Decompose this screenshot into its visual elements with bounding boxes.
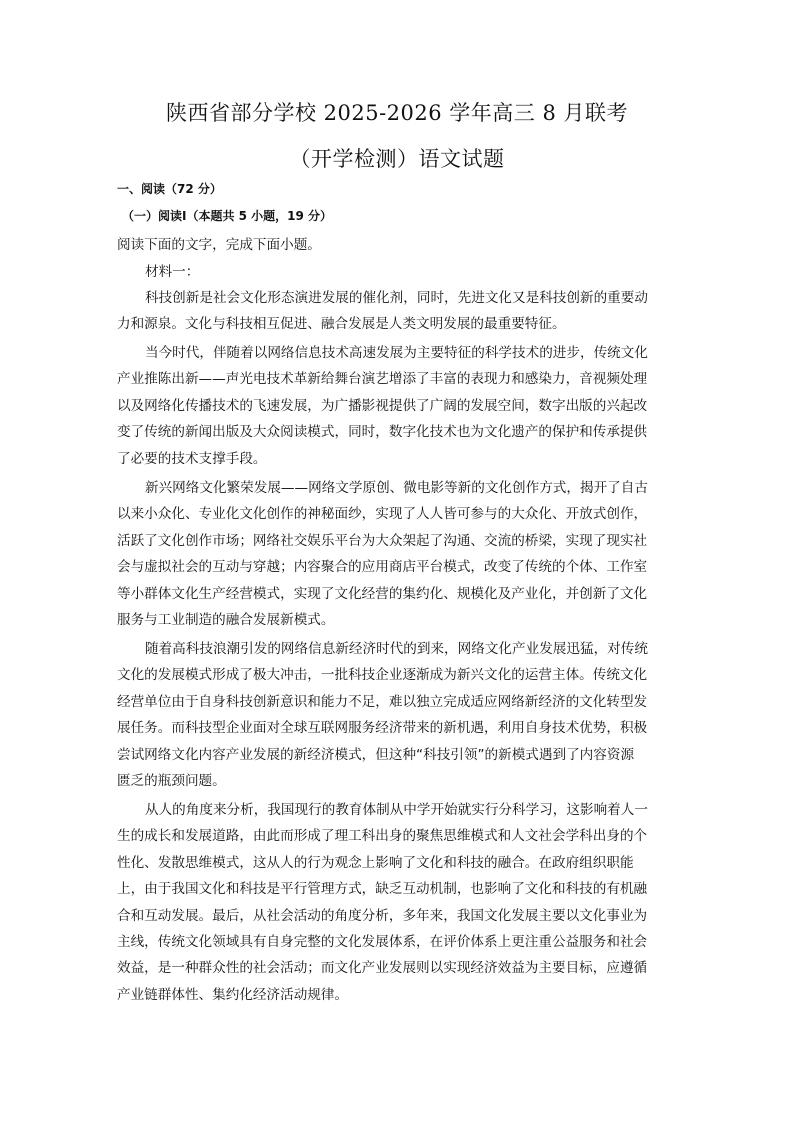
exam-title-line2: （开学检测）语文试题 — [289, 147, 505, 171]
paragraph-line: 服务与工业制造的融合发展新模式。 — [117, 611, 335, 628]
paragraph-line: 效益，是一种群众性的社会活动；而文化产业发展则以实现经济效益为主要目标，应遵循 — [117, 960, 648, 977]
paragraph-line: 随着高科技浪潮引发的网络信息新经济时代的到来，网络文化产业发展迅猛，对传统 — [145, 641, 648, 657]
paragraph-line: 合和互动发展。最后，从社会活动的角度分析，多年来，我国文化发展主要以文化事业为 — [117, 907, 648, 924]
paragraph-line: 活跃了文化创作市场；网络社交娱乐平台为大众架起了沟通、交流的桥梁，实现了现实社 — [117, 532, 648, 549]
paragraph-line: 产业链群体性、集约化经济活动规律。 — [117, 986, 349, 1003]
paragraph-line: 会与虚拟社会的互动与穿越；内容聚合的应用商店平台模式，改变了传统的个体、工作室 — [117, 559, 648, 576]
paragraph-line: 性化、发散思维模式，这从人的行为观念上影响了文化和科技的融合。在政府组织职能 — [117, 854, 634, 871]
paragraph-line: 匮乏的瓶颈问题。 — [117, 772, 226, 789]
paragraph-line: 上，由于我国文化和科技是平行管理方式，缺乏互动机制，也影响了文化和科技的有机融 — [117, 881, 648, 898]
exam-title-line1: 陕西省部分学校 2025-2026 学年高三 8 月联考 — [165, 101, 629, 125]
paragraph-line: 主线，传统文化领域具有自身完整的文化发展体系，在评价体系上更注重公益服务和社会 — [117, 933, 648, 950]
paragraph-line: 了必要的技术支撑手段。 — [117, 450, 267, 467]
section-heading: 一、阅读（72 分） — [117, 182, 222, 196]
paragraph-line: 产业推陈出新——声光电技术革新给舞台演艺增添了丰富的表现力和感染力，音视频处理 — [117, 371, 648, 388]
subsection-heading: （一）阅读Ⅰ（本题共 5 小题，19 分） — [122, 209, 333, 223]
paragraph-line: 新兴网络文化繁荣发展——网络文学原创、微电影等新的文化创作方式，揭开了自古 — [145, 480, 648, 496]
paragraph-line: 展任务。而科技型企业面对全球互联网服务经济带来的新机遇，利用自身技术优势，积极 — [117, 720, 648, 737]
paragraph-line: 尝试网络文化内容产业发展的新经济模式，但这种“科技引领”的新模式遇到了内容资源 — [117, 746, 635, 763]
paragraph-line: 变了传统的新闻出版及大众阅读模式，同时，数字化技术也为文化遗产的保护和传承提供 — [117, 424, 648, 441]
paragraph-3 — [117, 475, 648, 633]
paragraph-line: 科技创新是社会文化形态演进发展的催化剂，同时，先进文化又是科技创新的重要动 — [145, 290, 648, 306]
material-label: 材料一： — [145, 264, 200, 280]
paragraph-line: 等小群体文化生产经营模式，实现了文化经营的集约化、规模化及产业化，并创新了文化 — [117, 585, 648, 602]
reading-instruction: 阅读下面的文字，完成下面小题。 — [117, 237, 321, 253]
paragraph-line: 当今时代，伴随着以网络信息技术高速发展为主要特征的科学技术的进步，传统文化 — [145, 345, 648, 361]
paragraph-4 — [117, 636, 648, 794]
paragraph-line: 力和源泉。文化与科技相互促进、融合发展是人类文明发展的最重要特征。 — [117, 316, 566, 333]
paragraph-line: 从人的角度来分析，我国现行的教育体制从中学开始就实行分科学习，这影响着人一 — [145, 802, 648, 818]
paragraph-line: 生的成长和发展道路，由此而形成了理工科出身的聚焦思维模式和人文社会学科出身的个 — [117, 828, 648, 845]
paragraph-1 — [117, 285, 648, 338]
paragraph-line: 文化的发展模式形成了极大冲击，一批科技企业逐渐成为新兴文化的运营主体。传统文化 — [117, 667, 648, 684]
paragraph-5 — [117, 797, 648, 1008]
paragraph-line: 以及网络化传播技术的飞速发展，为广播影视提供了广阔的发展空间，数字出版的兴起改 — [117, 397, 648, 414]
paragraph-line: 以来小众化、专业化文化创作的神秘面纱，实现了人人皆可参与的大众化、开放式创作， — [117, 506, 648, 523]
paragraph-line: 经营单位由于自身科技创新意识和能力不足，难以独立完成适应网络新经济的文化转型发 — [117, 693, 648, 710]
paragraph-2 — [117, 340, 648, 472]
